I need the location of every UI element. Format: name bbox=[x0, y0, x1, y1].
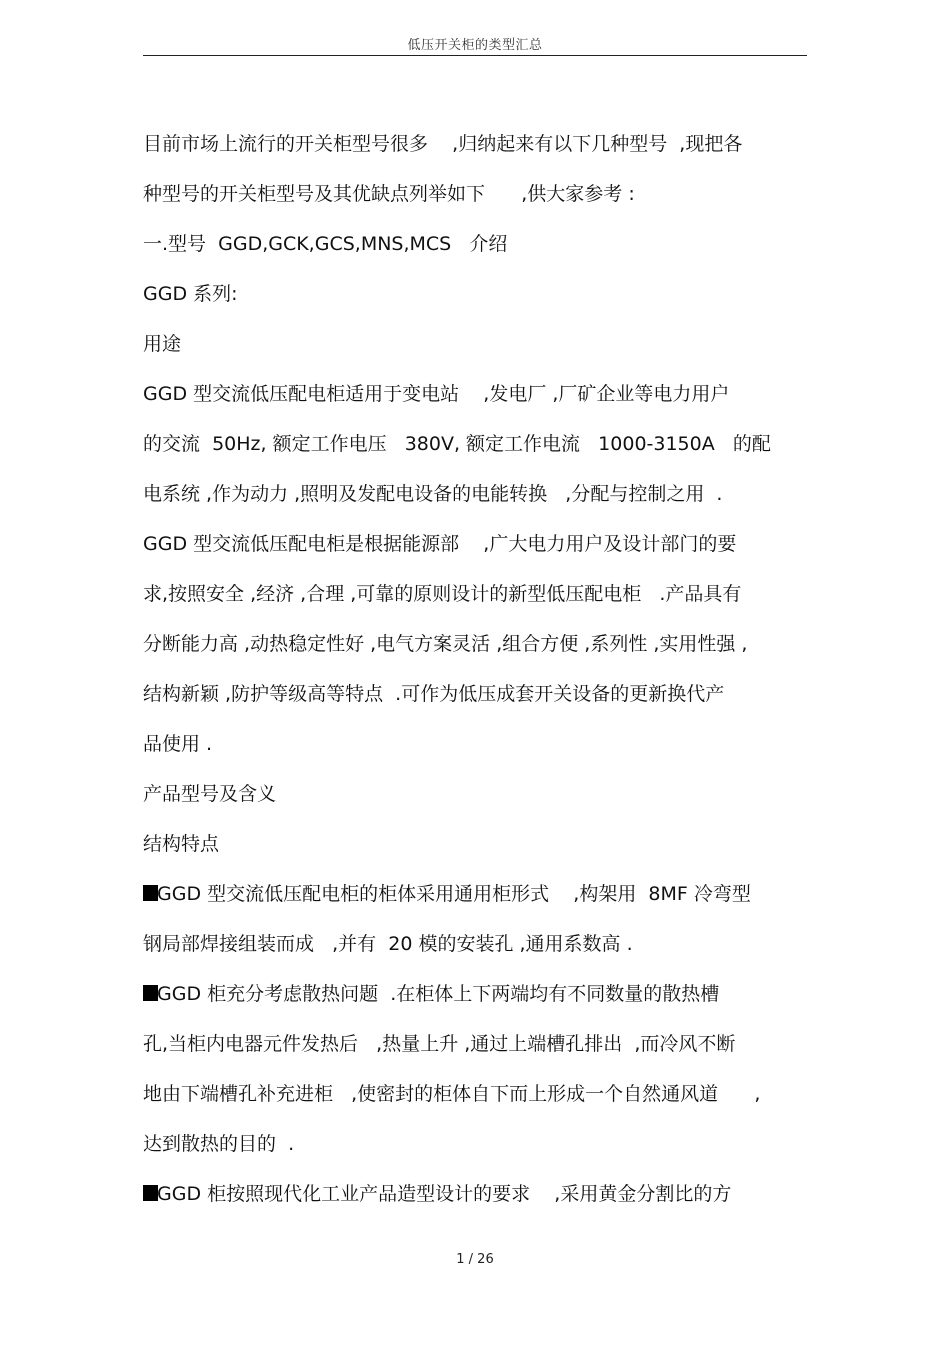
line-text: 结构特点 bbox=[143, 833, 220, 855]
paragraph-line bbox=[143, 674, 811, 724]
paragraph-line bbox=[143, 624, 811, 674]
page-number: 1 / 26 bbox=[456, 1252, 494, 1267]
running-header-title: 低压开关柜的类型汇总 bbox=[407, 38, 543, 53]
bullet-paragraph-line bbox=[143, 874, 811, 924]
line-text: 用途 bbox=[143, 333, 182, 355]
line-text: 达到散热的目的 . bbox=[143, 1133, 295, 1155]
paragraph-line bbox=[143, 574, 811, 624]
paragraph-line bbox=[143, 924, 811, 974]
line-text: 电系统 ,作为动力 ,照明及发配电设备的电能转换 ,分配与控制之用 . bbox=[143, 483, 723, 505]
paragraph-line bbox=[143, 324, 811, 374]
line-text: 钢局部焊接组装而成 ,并有 20 模的安装孔 ,通用系数高 . bbox=[143, 933, 633, 955]
paragraph-line bbox=[143, 274, 811, 324]
line-text: 产品型号及含义 bbox=[143, 783, 277, 805]
square-bullet-icon bbox=[143, 985, 158, 1001]
paragraph-line bbox=[143, 824, 811, 874]
paragraph-line bbox=[143, 1124, 811, 1174]
line-text: 的交流 50Hz, 额定工作电压 380V, 额定工作电流 1000-3150A 的配 bbox=[143, 433, 771, 455]
line-text: GGD 系列: bbox=[143, 283, 238, 305]
paragraph-line bbox=[143, 524, 811, 574]
square-bullet-icon bbox=[143, 885, 158, 901]
paragraph-line bbox=[143, 724, 811, 774]
paragraph-line bbox=[143, 124, 811, 174]
line-text: 种型号的开关柜型号及其优缺点列举如下 ,供大家参考 : bbox=[143, 183, 635, 205]
document-body bbox=[143, 124, 811, 1224]
line-text: 品使用 . bbox=[143, 733, 213, 755]
line-text: GGD 型交流低压配电柜的柜体采用通用柜形式 ,构架用 8MF 冷弯型 bbox=[157, 883, 751, 905]
line-text: 求,按照安全 ,经济 ,合理 ,可靠的原则设计的新型低压配电柜 .产品具有 bbox=[143, 583, 742, 605]
line-text: GGD 型交流低压配电柜是根据能源部 ,广大电力用户及设计部门的要 bbox=[143, 533, 737, 555]
square-bullet-icon bbox=[143, 1185, 158, 1201]
line-text: GGD 型交流低压配电柜适用于变电站 ,发电厂 ,厂矿企业等电力用户 bbox=[143, 383, 730, 405]
line-text: 目前市场上流行的开关柜型号很多 ,归纳起来有以下几种型号 ,现把各 bbox=[143, 133, 743, 155]
line-text: 分断能力高 ,动热稳定性好 ,电气方案灵活 ,组合方便 ,系列性 ,实用性强 , bbox=[143, 633, 748, 655]
paragraph-line bbox=[143, 1074, 811, 1124]
bullet-paragraph-line bbox=[143, 1174, 811, 1224]
line-text: GGD 柜充分考虑散热问题 .在柜体上下两端均有不同数量的散热槽 bbox=[157, 983, 720, 1005]
line-text: 地由下端槽孔补充进柜 ,使密封的柜体自下而上形成一个自然通风道 , bbox=[143, 1083, 761, 1105]
paragraph-line bbox=[143, 224, 811, 274]
header-divider bbox=[143, 55, 807, 56]
line-text: GGD 柜按照现代化工业产品造型设计的要求 ,采用黄金分割比的方 bbox=[157, 1183, 732, 1205]
bullet-paragraph-line bbox=[143, 974, 811, 1024]
paragraph-line bbox=[143, 424, 811, 474]
paragraph-line bbox=[143, 374, 811, 424]
paragraph-line bbox=[143, 774, 811, 824]
line-text: 一.型号 GGD,GCK,GCS,MNS,MCS 介绍 bbox=[143, 233, 508, 255]
paragraph-line bbox=[143, 474, 811, 524]
line-text: 结构新颖 ,防护等级高等特点 .可作为低压成套开关设备的更新换代产 bbox=[143, 683, 725, 705]
line-text: 孔,当柜内电器元件发热后 ,热量上升 ,通过上端槽孔排出 ,而冷风不断 bbox=[143, 1033, 736, 1055]
paragraph-line bbox=[143, 1024, 811, 1074]
paragraph-line bbox=[143, 174, 811, 224]
